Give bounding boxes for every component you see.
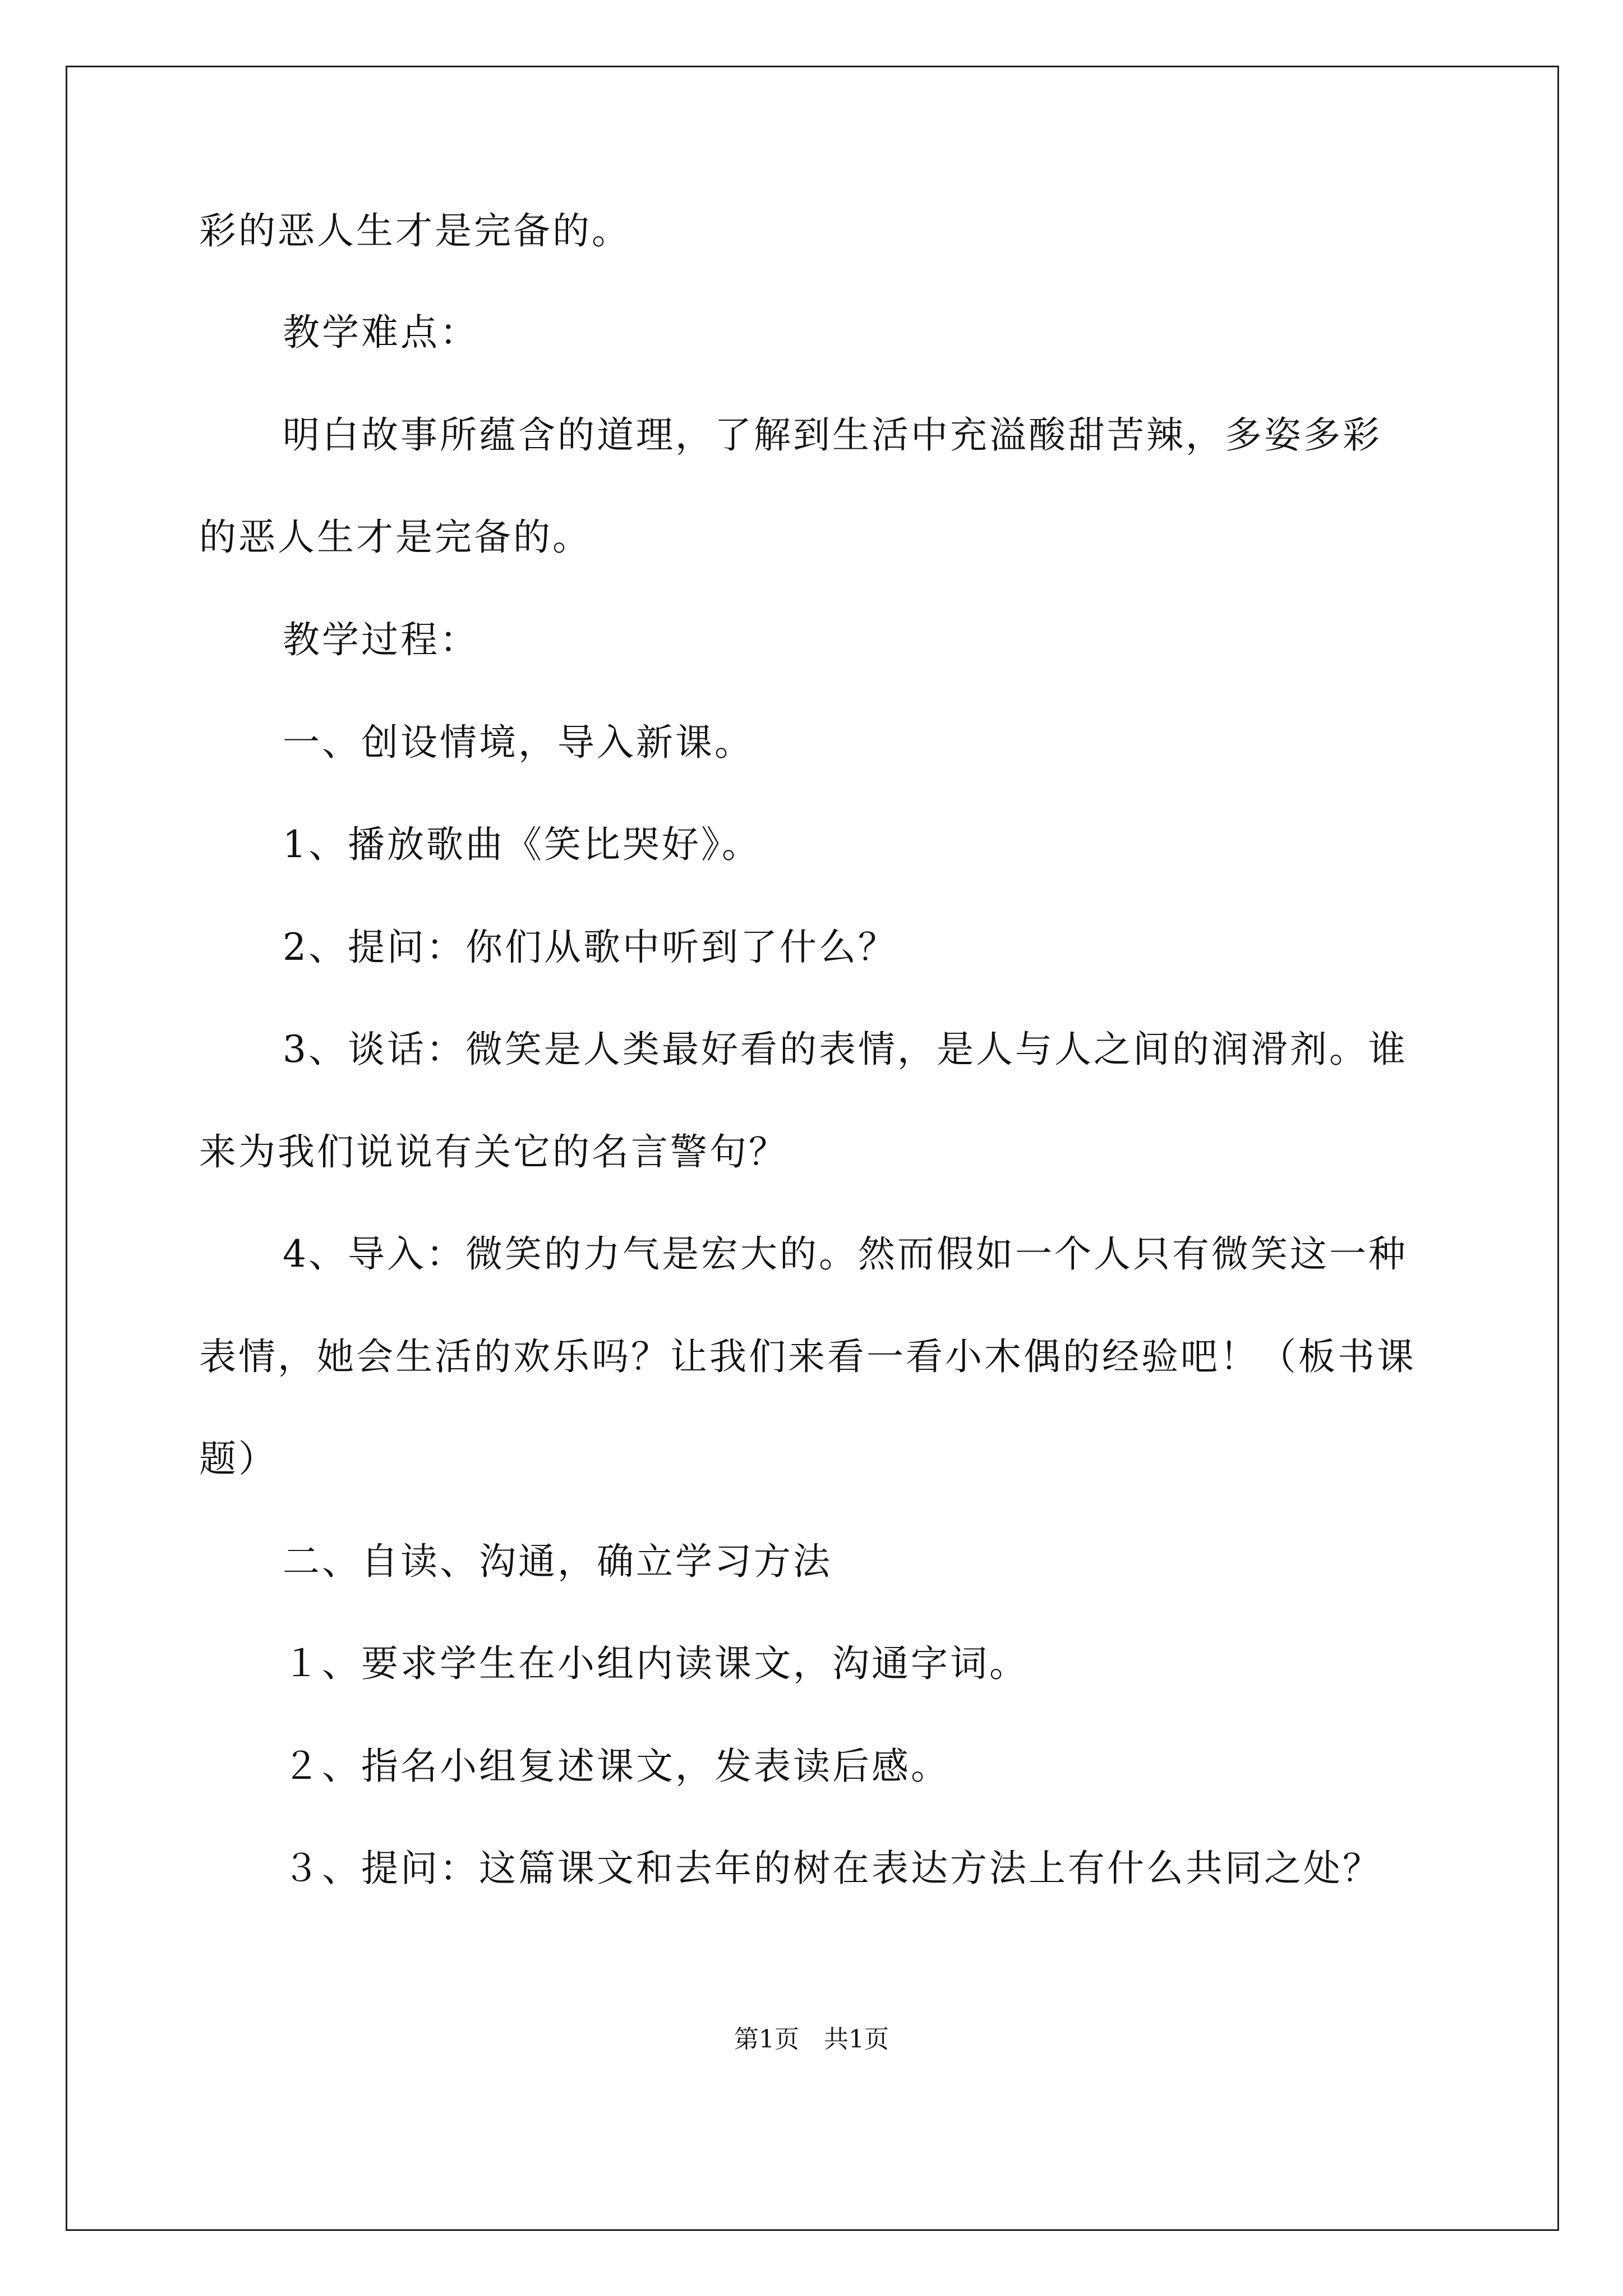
text-line: 3、谈话：微笑是人类最好看的表情，是人与人之间的润滑剂。谁 [283,1028,1408,1071]
text-line: 表情，她会生活的欢乐吗？让我们来看一看小木偶的经验吧！（板书课 [199,1335,1416,1378]
text-line: 彩的恶人生才是完备的。 [199,209,631,252]
text-line: 来为我们说说有关它的名言警句？ [199,1130,788,1174]
text-line: 题） [199,1437,278,1480]
text-line: 一、创设情境，导入新课。 [283,721,754,764]
text-line: ３、提问：这篇课文和去年的树在表达方法上有什么共同之处？ [283,1847,1382,1890]
text-line: 4、导入：微笑的力气是宏大的。然而假如一个人只有微笑这一种 [283,1232,1408,1276]
text-line: 2、提问：你们从歌中听到了什么？ [283,926,897,969]
text-line: 的恶人生才是完备的。 [199,516,592,559]
text-line: 1、播放歌曲《笑比哭好》。 [283,823,761,866]
text-line: 明白故事所蕴含的道理，了解到生活中充溢酸甜苦辣，多姿多彩 [283,413,1382,457]
text-line: 二、自读、沟通，确立学习方法 [283,1540,832,1583]
text-line: 教学过程： [283,618,479,661]
text-line: 教学难点： [283,311,479,354]
text-line: １、要求学生在小组内读课文，沟通字词。 [283,1642,1029,1685]
page-footer: 第1页 共1页 [734,2025,889,2054]
text-line: ２、指名小组复述课文，发表读后感。 [283,1745,950,1788]
